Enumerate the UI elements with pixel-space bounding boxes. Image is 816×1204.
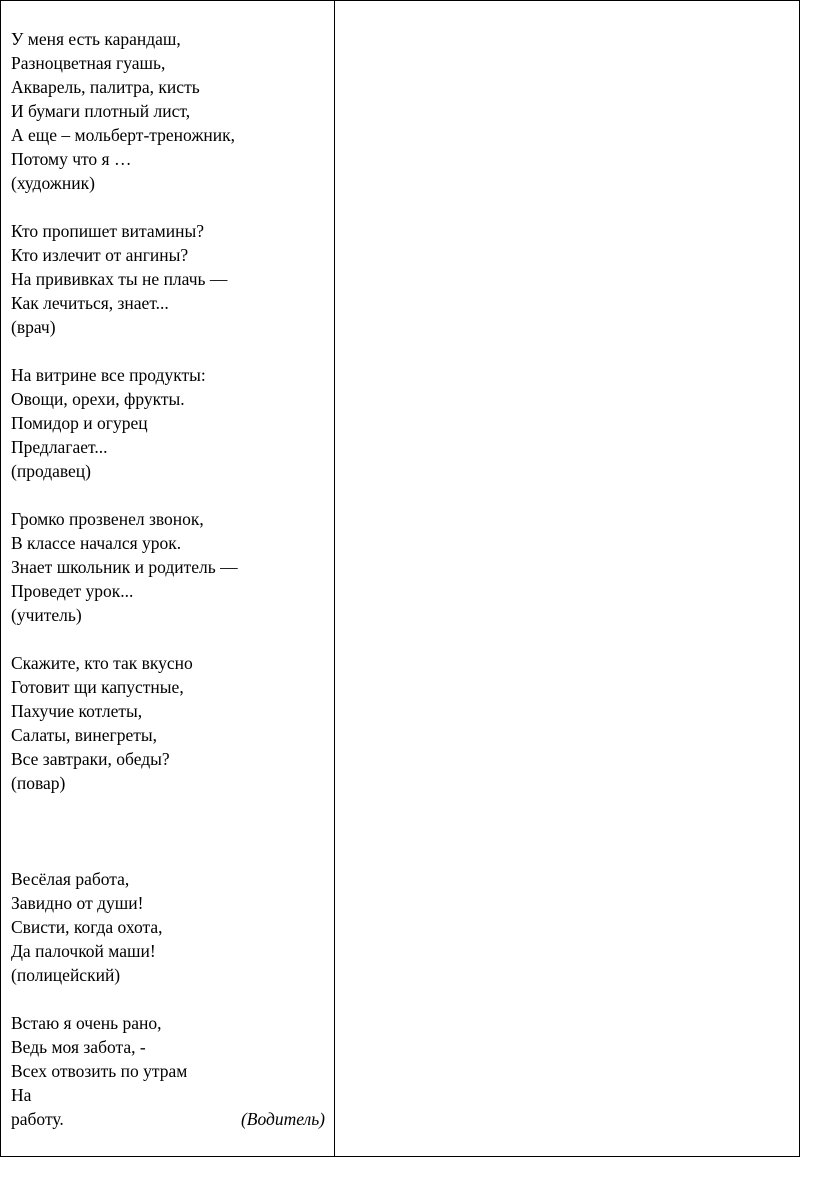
riddles-cell — [11, 27, 329, 1155]
riddle-line: На прививках ты не плачь — — [11, 269, 228, 289]
riddle-police — [11, 867, 329, 987]
riddle-line: Весёлая работа, — [11, 869, 130, 889]
riddle-line: В классе начался урок. — [11, 533, 182, 553]
empty-cell — [335, 1, 800, 1156]
riddle-answer: (учитель) — [11, 605, 82, 625]
riddle-answer: (повар) — [11, 773, 66, 793]
riddle-line: Завидно от души! — [11, 893, 144, 913]
riddle-driver — [11, 1011, 329, 1131]
riddle-line: Помидор и огурец — [11, 413, 148, 433]
riddle-answer: (Водитель) — [240, 1109, 325, 1129]
riddle-artist — [11, 27, 329, 195]
riddle-line: Разноцветная гуашь, — [11, 53, 166, 73]
riddle-answer: (продавец) — [11, 461, 91, 481]
riddle-line: Громко прозвенел звонок, — [11, 509, 204, 529]
riddle-line: Встаю я очень рано, — [11, 1013, 162, 1033]
riddle-line: Всех отвозить по утрам — [11, 1061, 188, 1081]
riddle-answer: (художник) — [11, 173, 95, 193]
riddle-line: Знает школьник и родитель — — [11, 557, 238, 577]
riddle-line: Салаты, винегреты, — [11, 725, 158, 745]
riddle-line: Как лечиться, знает... — [11, 293, 169, 313]
riddle-line: Кто пропишет витамины? — [11, 221, 204, 241]
riddle-line: Предлагает... — [11, 437, 108, 457]
riddle-last-word: работу. — [11, 1109, 64, 1129]
riddle-line: Скажите, кто так вкусно — [11, 653, 193, 673]
riddle-line: Да палочкой маши! — [11, 941, 156, 961]
riddle-line: У меня есть карандаш, — [11, 29, 181, 49]
riddle-line: На — [11, 1085, 32, 1105]
riddle-line: Кто излечит от ангины? — [11, 245, 189, 265]
riddle-cook — [11, 651, 329, 795]
riddle-answer: (врач) — [11, 317, 56, 337]
riddle-line: Свисти, когда охота, — [11, 917, 163, 937]
riddle-line: Готовит щи капустные, — [11, 677, 184, 697]
riddle-line: А еще – мольберт-треножник, — [11, 125, 236, 145]
spacer — [11, 819, 329, 867]
riddle-line: Все завтраки, обеды? — [11, 749, 170, 769]
riddle-line: Пахучие котлеты, — [11, 701, 143, 721]
riddle-line: Овощи, орехи, фрукты. — [11, 389, 185, 409]
riddle-seller — [11, 363, 329, 483]
riddle-line: Потому что я … — [11, 149, 132, 169]
riddle-last-line — [11, 1107, 325, 1131]
riddle-line: Акварель, палитра, кисть — [11, 77, 200, 97]
riddle-line: И бумаги плотный лист, — [11, 101, 191, 121]
riddle-teacher — [11, 507, 329, 627]
riddle-answer: (полицейский) — [11, 965, 121, 985]
riddle-line: На витрине все продукты: — [11, 365, 206, 385]
riddle-line: Проведет урок... — [11, 581, 134, 601]
riddle-line: Ведь моя забота, - — [11, 1037, 146, 1057]
riddle-doctor — [11, 219, 329, 339]
